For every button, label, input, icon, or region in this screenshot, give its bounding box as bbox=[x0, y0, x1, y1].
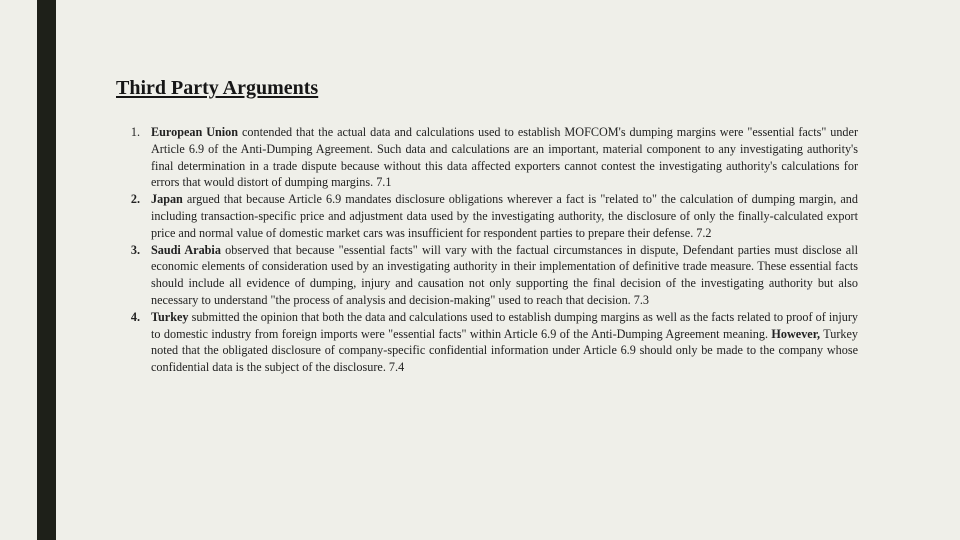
emphasis-text: However, bbox=[771, 326, 821, 341]
argument-item-saudi-arabia bbox=[118, 242, 858, 309]
argument-body: submitted the opinion that both the data and calculations used to establish dumping margins as well as the facts related to proof of injury to domestic industry from foreign imports were "essential facts" within Article 6.9 of the Anti-Dumping Agreement meaning. bbox=[151, 309, 858, 341]
argument-text bbox=[151, 192, 858, 240]
argument-body: argued that because Article 6.9 mandates disclosure obligations wherever a fact is "related to" the calculation of dumping margin, and including transaction-specific price and adjustment data used by the investigating authority, the disclosure of only the finally-calculated export price and normal value of domestic market cars was insufficient for respondent parties to prepare their defense. 7.2 bbox=[151, 192, 858, 240]
argument-item-japan bbox=[118, 191, 858, 241]
list-number: 4. bbox=[130, 309, 140, 324]
slide-title: Third Party Arguments bbox=[116, 77, 319, 99]
party-name: Turkey bbox=[151, 309, 189, 324]
argument-body: contended that the actual data and calculations used to establish MOFCOM's dumping margins were "essential facts" under Article 6.9 of the Anti-Dumping Agreement. Such data and calculations are an important, material component to any investigating authority's final determination in a trade dispute because without this data affected exporters cannot contest the investigating authority's calculations for errors that would distort of dumping margins. 7.1 bbox=[151, 125, 858, 190]
argument-body-continued: Turkey noted that the obligated disclosure of company-specific confidential information under Article 6.9 should only be made to the company whose confidential data is the subject of the disclosure. 7.4 bbox=[151, 326, 858, 375]
list-number: 2. bbox=[130, 192, 140, 207]
party-name: European Union bbox=[151, 125, 239, 139]
accent-bar bbox=[37, 0, 56, 540]
argument-item-european-union bbox=[118, 124, 858, 191]
argument-item-turkey bbox=[118, 309, 858, 376]
argument-text bbox=[151, 310, 858, 374]
list-number: 3. bbox=[130, 242, 140, 257]
arguments-list bbox=[118, 124, 858, 376]
argument-body: observed that because "essential facts" will vary with the factual circumstances in dispute, Defendant parties must disclose all economic elements of consideration used by an investigating authority in their implementation of definitive trade measure. These essential facts should include all evidence of dumping, injury and causation not only supporting the final decision of the investigating authority but also necessary to understand "the process of analysis and decision-making" used to reach that decision. 7.3 bbox=[151, 242, 858, 307]
argument-text bbox=[151, 125, 858, 189]
argument-text bbox=[151, 243, 858, 307]
party-name: Japan bbox=[151, 192, 183, 207]
list-number: 1. bbox=[130, 125, 140, 139]
party-name: Saudi Arabia bbox=[151, 242, 221, 257]
